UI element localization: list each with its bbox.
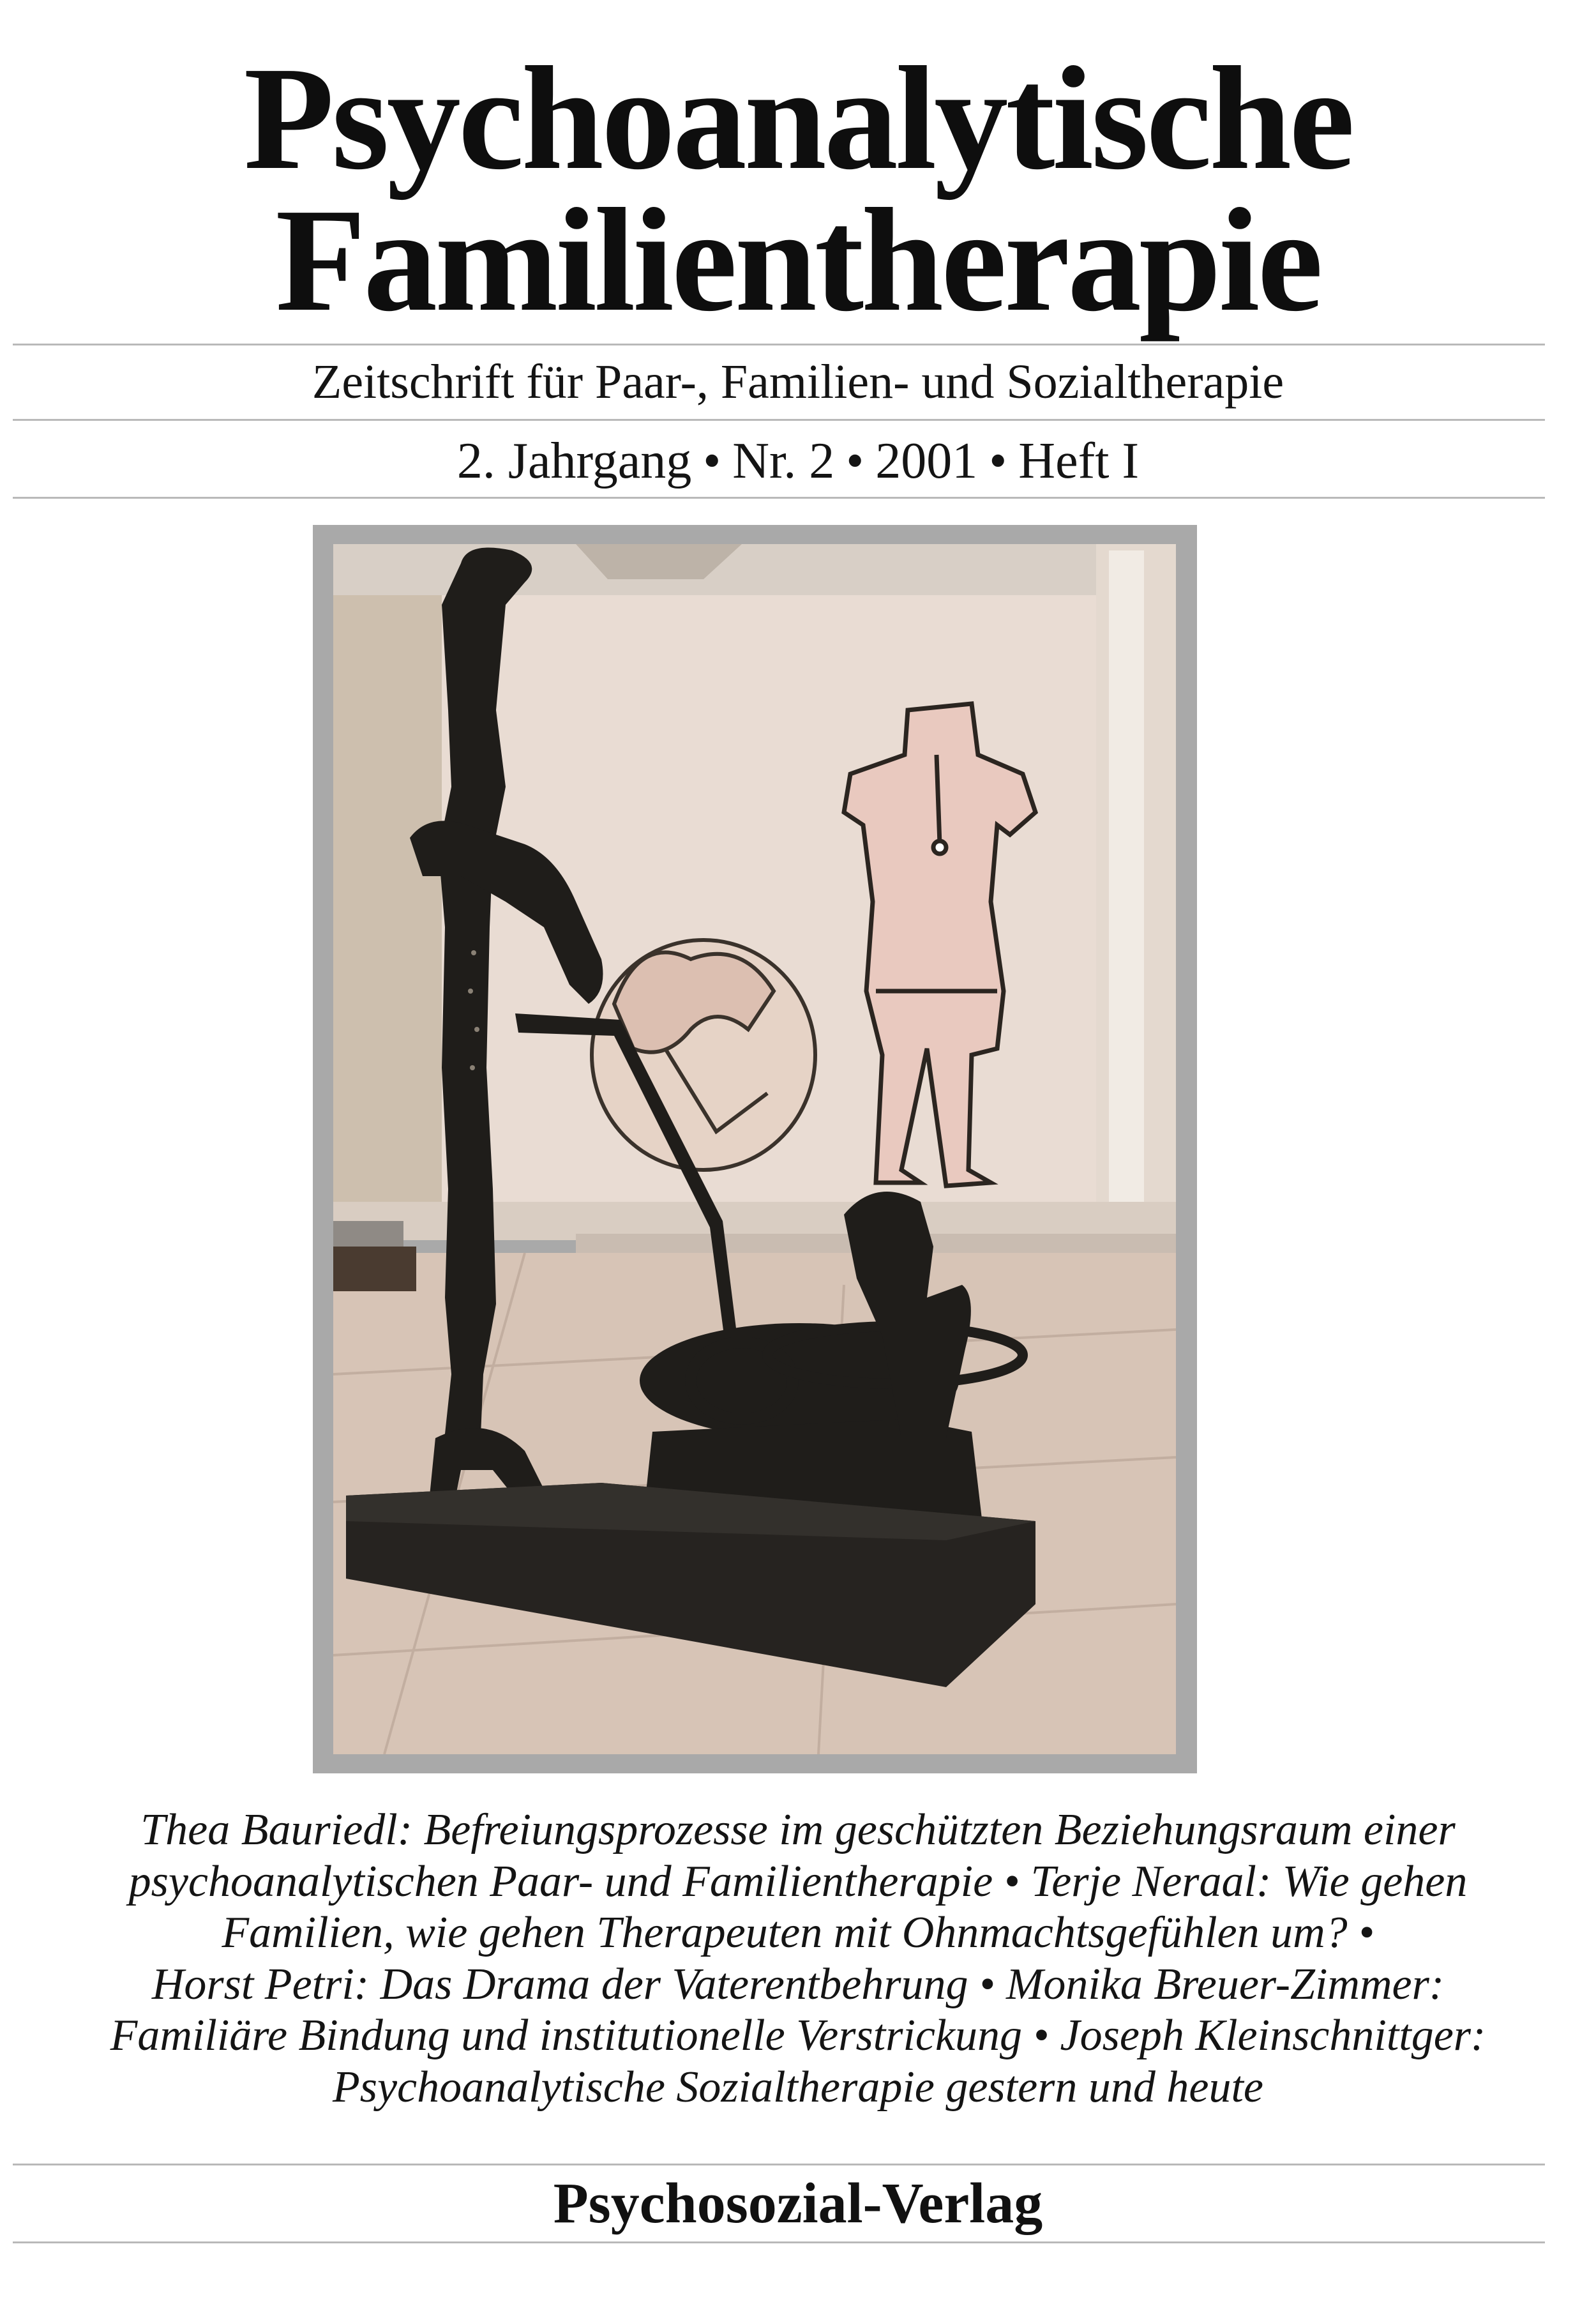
divider (13, 419, 1545, 421)
sculpture-photo-icon (333, 544, 1176, 1754)
issue-separator: • (989, 433, 1007, 489)
contents-line: Familiäre Bindung und institutionelle Verstrickung • Joseph Kleinschnittger: (110, 2011, 1486, 2060)
contents-line: Thea Bauriedl: Befreiungsprozesse im geschützten Beziehungsraum einer (140, 1805, 1456, 1854)
issue-number: Nr. 2 (732, 433, 835, 489)
divider (13, 2164, 1545, 2165)
publisher-name: Psychosozial-Verlag (553, 2172, 1043, 2235)
issue-separator: • (703, 433, 721, 489)
issue-separator: • (846, 433, 864, 489)
cover-photo-frame (313, 525, 1197, 1773)
divider (13, 497, 1545, 499)
divider (13, 2241, 1545, 2243)
journal-title-line-1: Psychoanalytische (243, 36, 1353, 201)
journal-title-line-2: Familientherapie (275, 178, 1321, 342)
journal-subtitle: Zeitschrift für Paar-, Familien- und Sozialtherapie (312, 355, 1284, 409)
issue-volume: 2. Jahrgang (456, 433, 692, 489)
issue-year: 2001 (875, 433, 978, 489)
divider (13, 344, 1545, 345)
contents-line: Familien, wie gehen Therapeuten mit Ohnmachtsgefühlen um? • (222, 1908, 1374, 1957)
issue-part: Heft I (1018, 433, 1140, 489)
table-of-contents (19, 1805, 1577, 2113)
contents-line: psychoanalytischen Paar- und Familientherapie • Terje Neraal: Wie gehen (128, 1856, 1468, 1906)
issue-line (0, 433, 1596, 489)
contents-line: Horst Petri: Das Drama der Vaterentbehrung • Monika Breuer-Zimmer: (151, 1959, 1445, 2009)
contents-line: Psychoanalytische Sozialtherapie gestern und heute (332, 2062, 1263, 2112)
